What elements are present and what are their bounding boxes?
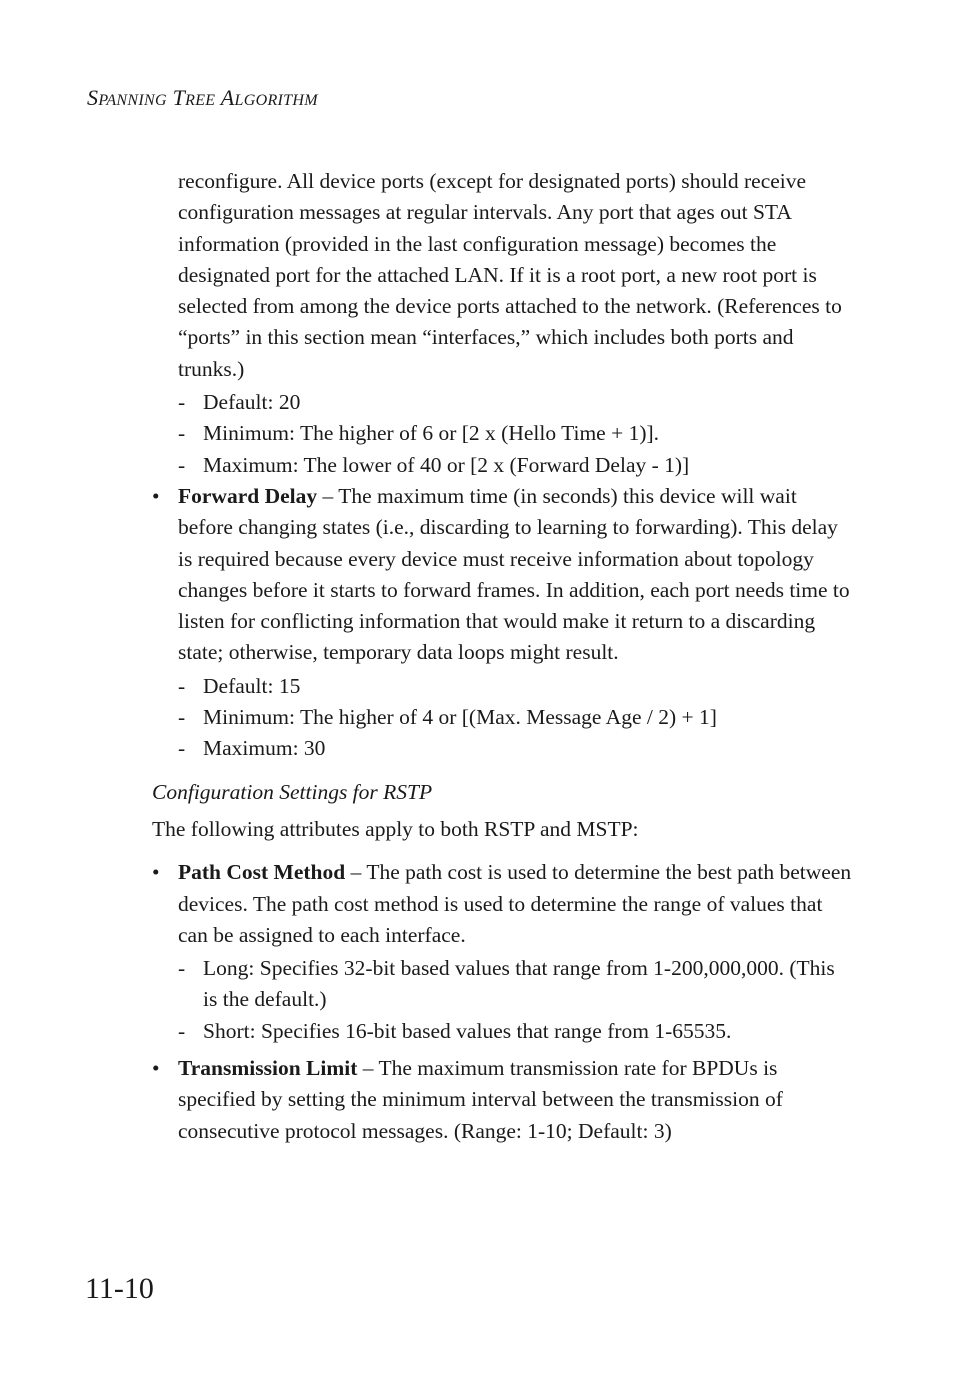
transmission-limit-description: – The maximum transmission rate for BPDUs is specified by setting the minimum interval between the transmission of consecutive protocol messages. (Range: 1-10; Default: 3) [178,1056,783,1143]
transmission-limit-item [152,1053,852,1147]
list-item: - Default: 20 [178,387,852,418]
list-item: - Long: Specifies 32-bit based values that range from 1-200,000,000. (This is the default.) [178,953,852,1016]
header-word-1: SPANNING [87,85,167,110]
section-intro: The following attributes apply to both RSTP and MSTP: [152,816,639,841]
list-item: - Minimum: The higher of 6 or [2 x (Hello Time + 1)]. [178,418,852,449]
path-cost-description: – The path cost is used to determine the best path between devices. The path cost method is used to determine the range of values that can be assigned to each interface. [178,860,852,947]
bullet-icon: • [152,1056,160,1081]
bullet-icon: • [152,483,160,508]
header-word-2: TREE [172,85,216,110]
page-content [152,166,852,1147]
running-header [87,84,318,115]
bullet-icon: • [152,860,160,885]
section-heading-rstp: Configuration Settings for RSTP [152,779,433,804]
page-number: 11-10 [85,1272,154,1305]
intro-paragraph: reconfigure. All device ports (except for designated ports) should receive configuration messages at regular intervals. Any port that ages out STA information (provided in the last configuration message) becomes the designated port for the attached LAN. If it is a root port, a new root port is selected from among the device ports attached to the network. (References to “ports” in this section mean “interfaces,” which includes both ports and trunks.) [178,169,842,381]
header-word-3: ALGORITHM [220,85,318,110]
forward-delay-item [152,481,852,669]
list-item: - Short: Specifies 16-bit based values that range from 1-65535. [178,1016,852,1047]
forward-delay-term: Forward Delay [178,483,318,508]
path-cost-list [178,953,852,1047]
forward-delay-list [178,671,852,765]
path-cost-term: Path Cost Method [178,860,346,885]
forward-delay-description: – The maximum time (in seconds) this device will wait before changing states (i.e., discarding to learning to forwarding). This delay is required because every device must receive information about topology changes before it starts to forward frames. In addition, each port needs time to listen for conflicting information that would make it return to a discarding state; otherwise, temporary data loops might result. [178,483,850,665]
list-item: - Maximum: 30 [178,733,852,764]
list-item: - Minimum: The higher of 4 or [(Max. Message Age / 2) + 1] [178,702,852,733]
list-item: - Default: 15 [178,671,852,702]
max-age-list [178,387,852,481]
list-item: - Maximum: The lower of 40 or [2 x (Forward Delay - 1)] [178,450,852,481]
path-cost-item [152,857,852,951]
transmission-limit-term: Transmission Limit [178,1056,358,1081]
